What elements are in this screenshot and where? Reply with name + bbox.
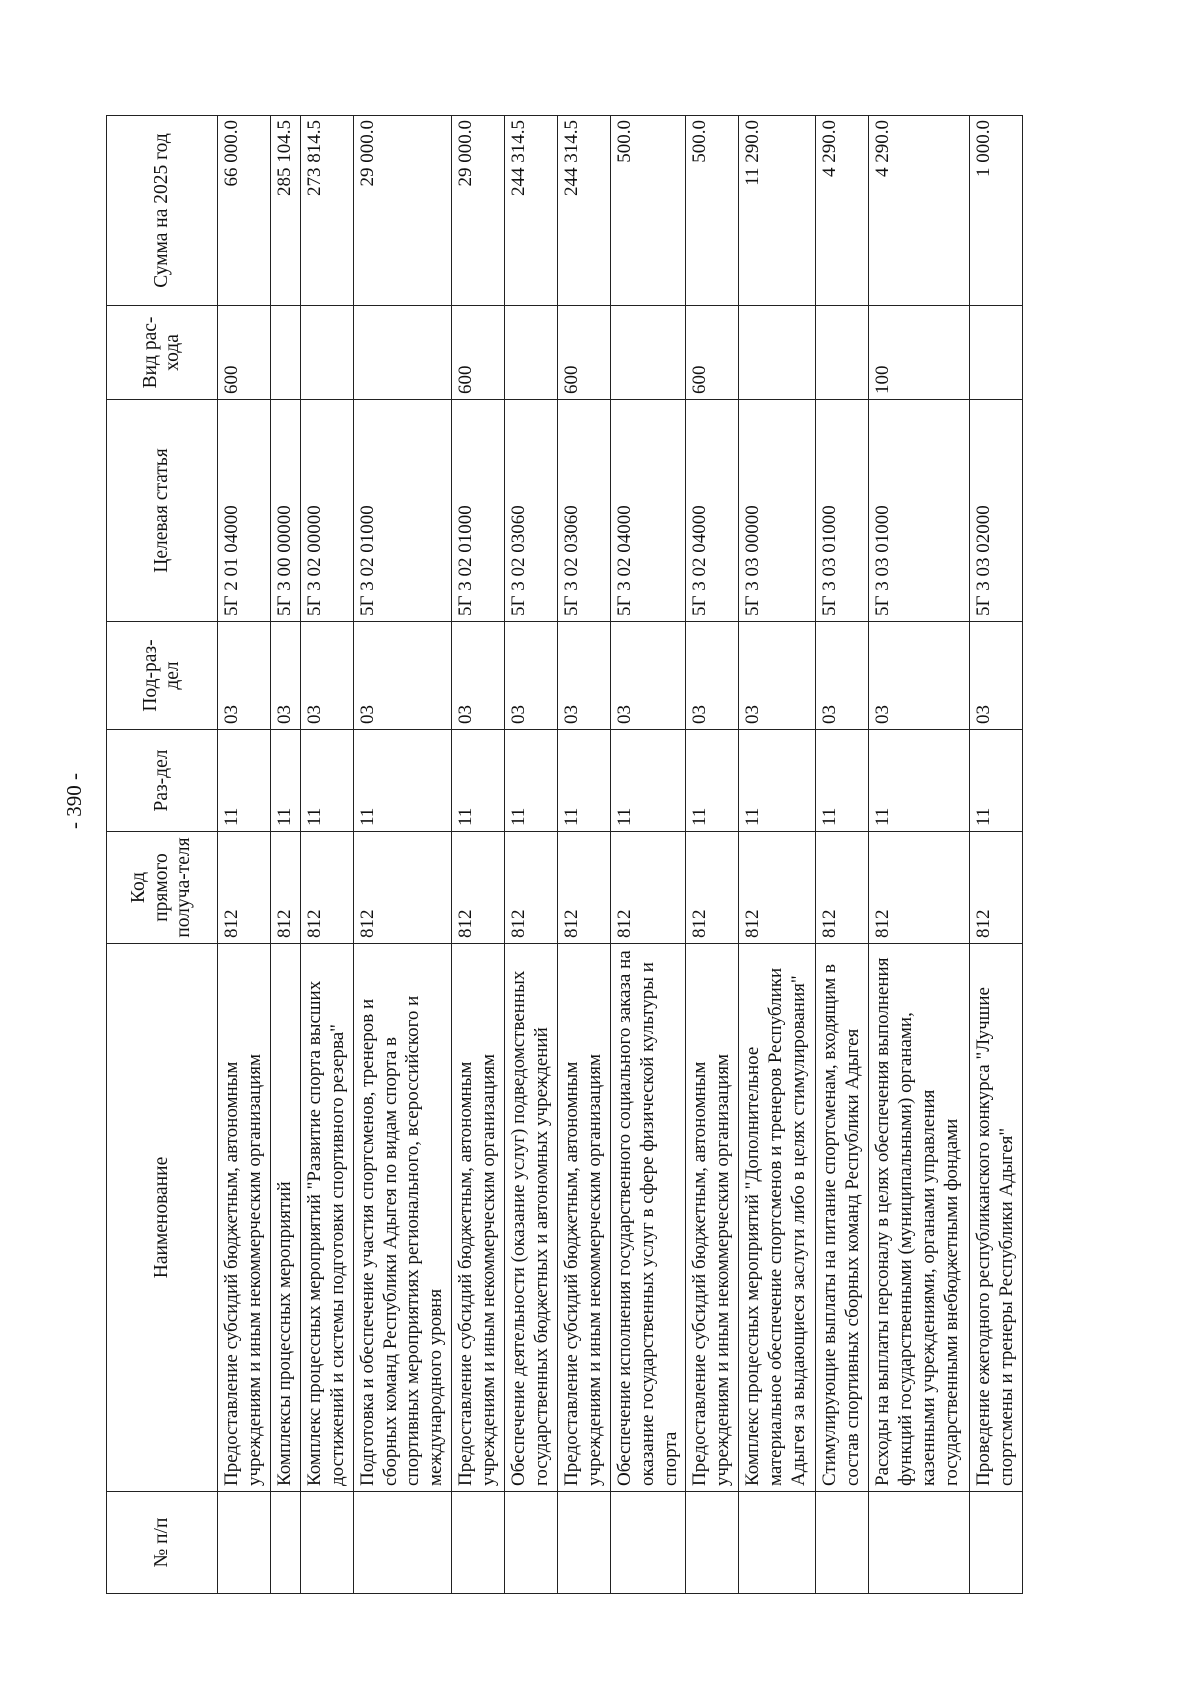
cell-target: 5Г 3 03 02000 (970, 400, 1023, 622)
cell-name: Предоставление субсидий бюджетным, автономным учреждениям и иным некоммерческим организациям (686, 944, 739, 1492)
cell-target: 5Г 3 02 03060 (557, 400, 610, 622)
cell-subsection: 03 (353, 622, 451, 730)
table-row (504, 116, 557, 1594)
table-row (557, 116, 610, 1594)
cell-name: Стимулирующие выплаты на питание спортсменам, входящим в состав спортивных сборных команд Республики Адыгея (816, 944, 869, 1492)
cell-amount: 244 314.5 (557, 116, 610, 306)
table-row (271, 116, 301, 1594)
cell-subsection: 03 (557, 622, 610, 730)
cell-target: 5Г 3 02 00000 (300, 400, 353, 622)
cell-num (353, 1492, 451, 1594)
cell-name: Расходы на выплаты персоналу в целях обеспечения выполнения функций государственными (муниципальными) органами, казенными учреждениями, органами управления государственными внебюджетными фондами (869, 944, 970, 1492)
cell-section: 11 (610, 730, 685, 832)
cell-expense (610, 306, 685, 400)
table-row (218, 116, 271, 1594)
table-row (300, 116, 353, 1594)
header-row (107, 116, 218, 1594)
cell-subsection: 03 (610, 622, 685, 730)
cell-amount: 66 000.0 (218, 116, 271, 306)
cell-section: 11 (816, 730, 869, 832)
cell-name: Обеспечение деятельности (оказание услуг) подведомственных государственных бюджетных и автономных учреждений (504, 944, 557, 1492)
cell-target: 5Г 3 02 04000 (610, 400, 685, 622)
cell-expense (739, 306, 816, 400)
cell-amount: 4 290.0 (816, 116, 869, 306)
cell-num (271, 1492, 301, 1594)
table-row (739, 116, 816, 1594)
table-row (451, 116, 504, 1594)
cell-expense: 100 (869, 306, 970, 400)
header-subsection: Под-раз-дел (107, 622, 218, 730)
cell-amount: 29 000.0 (353, 116, 451, 306)
header-num: № п/п (107, 1492, 218, 1594)
cell-subsection: 03 (816, 622, 869, 730)
cell-subsection: 03 (218, 622, 271, 730)
cell-recipient: 812 (353, 832, 451, 944)
cell-recipient: 812 (218, 832, 271, 944)
cell-num (451, 1492, 504, 1594)
cell-num (869, 1492, 970, 1594)
cell-amount: 500.0 (686, 116, 739, 306)
cell-name: Предоставление субсидий бюджетным, автономным учреждениям и иным некоммерческим организациям (218, 944, 271, 1492)
cell-recipient: 812 (451, 832, 504, 944)
cell-target: 5Г 3 03 01000 (869, 400, 970, 622)
header-expense: Вид рас-хода (107, 306, 218, 400)
cell-target: 5Г 3 03 00000 (739, 400, 816, 622)
cell-expense: 600 (451, 306, 504, 400)
budget-table (106, 115, 1023, 1594)
rotated-table-wrapper (106, 116, 1026, 1594)
cell-target: 5Г 3 03 01000 (816, 400, 869, 622)
cell-recipient: 812 (816, 832, 869, 944)
table-row (353, 116, 451, 1594)
cell-num (739, 1492, 816, 1594)
cell-section: 11 (504, 730, 557, 832)
cell-recipient: 812 (300, 832, 353, 944)
table-row (970, 116, 1023, 1594)
cell-amount: 285 104.5 (271, 116, 301, 306)
cell-amount: 273 814.5 (300, 116, 353, 306)
cell-expense (300, 306, 353, 400)
cell-recipient: 812 (686, 832, 739, 944)
cell-num (970, 1492, 1023, 1594)
cell-section: 11 (218, 730, 271, 832)
cell-num (816, 1492, 869, 1594)
cell-amount: 4 290.0 (869, 116, 970, 306)
cell-section: 11 (353, 730, 451, 832)
table-row (869, 116, 970, 1594)
cell-section: 11 (557, 730, 610, 832)
cell-expense (970, 306, 1023, 400)
cell-recipient: 812 (610, 832, 685, 944)
cell-subsection: 03 (970, 622, 1023, 730)
cell-recipient: 812 (869, 832, 970, 944)
cell-num (300, 1492, 353, 1594)
cell-subsection: 03 (271, 622, 301, 730)
header-amount: Сумма на 2025 год (107, 116, 218, 306)
table-row (816, 116, 869, 1594)
cell-target: 5Г 3 02 01000 (451, 400, 504, 622)
cell-name: Комплекс процессных мероприятий "Дополнительное материальное обеспечение спортсменов и тренеров Республики Адыгея за выдающиеся заслуги либо в целях стимулирования" (739, 944, 816, 1492)
cell-amount: 11 290.0 (739, 116, 816, 306)
cell-target: 5Г 2 01 04000 (218, 400, 271, 622)
cell-name: Проведение ежегодного республиканского конкурса "Лучшие спортсмены и тренеры Республики Адыгея" (970, 944, 1023, 1492)
cell-section: 11 (869, 730, 970, 832)
header-target: Целевая статья (107, 400, 218, 622)
cell-subsection: 03 (686, 622, 739, 730)
cell-name: Подготовка и обеспечение участия спортсменов, тренеров и сборных команд Республики Адыгея по видам спорта в спортивных мероприятиях регионального, всероссийского и международного уровня (353, 944, 451, 1492)
cell-name: Комплекс процессных мероприятий "Развитие спорта высших достижений и системы подготовки спортивного резерва" (300, 944, 353, 1492)
cell-section: 11 (739, 730, 816, 832)
cell-expense (271, 306, 301, 400)
cell-expense (353, 306, 451, 400)
cell-subsection: 03 (504, 622, 557, 730)
cell-target: 5Г 3 00 00000 (271, 400, 301, 622)
cell-num (610, 1492, 685, 1594)
cell-amount: 1 000.0 (970, 116, 1023, 306)
cell-recipient: 812 (271, 832, 301, 944)
cell-expense (816, 306, 869, 400)
cell-name: Комплексы процессных мероприятий (271, 944, 301, 1492)
cell-num (686, 1492, 739, 1594)
cell-recipient: 812 (557, 832, 610, 944)
cell-recipient: 812 (970, 832, 1023, 944)
cell-amount: 500.0 (610, 116, 685, 306)
cell-num (504, 1492, 557, 1594)
table-row (686, 116, 739, 1594)
cell-subsection: 03 (451, 622, 504, 730)
cell-num (557, 1492, 610, 1594)
cell-name: Предоставление субсидий бюджетным, автономным учреждениям и иным некоммерческим организациям (451, 944, 504, 1492)
table-row (610, 116, 685, 1594)
cell-amount: 244 314.5 (504, 116, 557, 306)
cell-target: 5Г 3 02 03060 (504, 400, 557, 622)
cell-section: 11 (970, 730, 1023, 832)
cell-recipient: 812 (739, 832, 816, 944)
cell-expense: 600 (557, 306, 610, 400)
cell-name: Обеспечение исполнения государственного социального заказа на оказание государственных услуг в сфере физической культуры и спорта (610, 944, 685, 1492)
cell-section: 11 (451, 730, 504, 832)
cell-section: 11 (300, 730, 353, 832)
cell-target: 5Г 3 02 04000 (686, 400, 739, 622)
cell-name: Предоставление субсидий бюджетным, автономным учреждениям и иным некоммерческим организациям (557, 944, 610, 1492)
page-number: - 390 - (62, 773, 86, 829)
cell-target: 5Г 3 02 01000 (353, 400, 451, 622)
cell-subsection: 03 (869, 622, 970, 730)
cell-section: 11 (271, 730, 301, 832)
cell-subsection: 03 (300, 622, 353, 730)
cell-expense: 600 (686, 306, 739, 400)
header-section: Раз-дел (107, 730, 218, 832)
cell-recipient: 812 (504, 832, 557, 944)
cell-subsection: 03 (739, 622, 816, 730)
cell-num (218, 1492, 271, 1594)
header-recipient: Код прямого получа-теля (107, 832, 218, 944)
cell-amount: 29 000.0 (451, 116, 504, 306)
cell-expense: 600 (218, 306, 271, 400)
cell-section: 11 (686, 730, 739, 832)
header-name: Наименование (107, 944, 218, 1492)
cell-expense (504, 306, 557, 400)
